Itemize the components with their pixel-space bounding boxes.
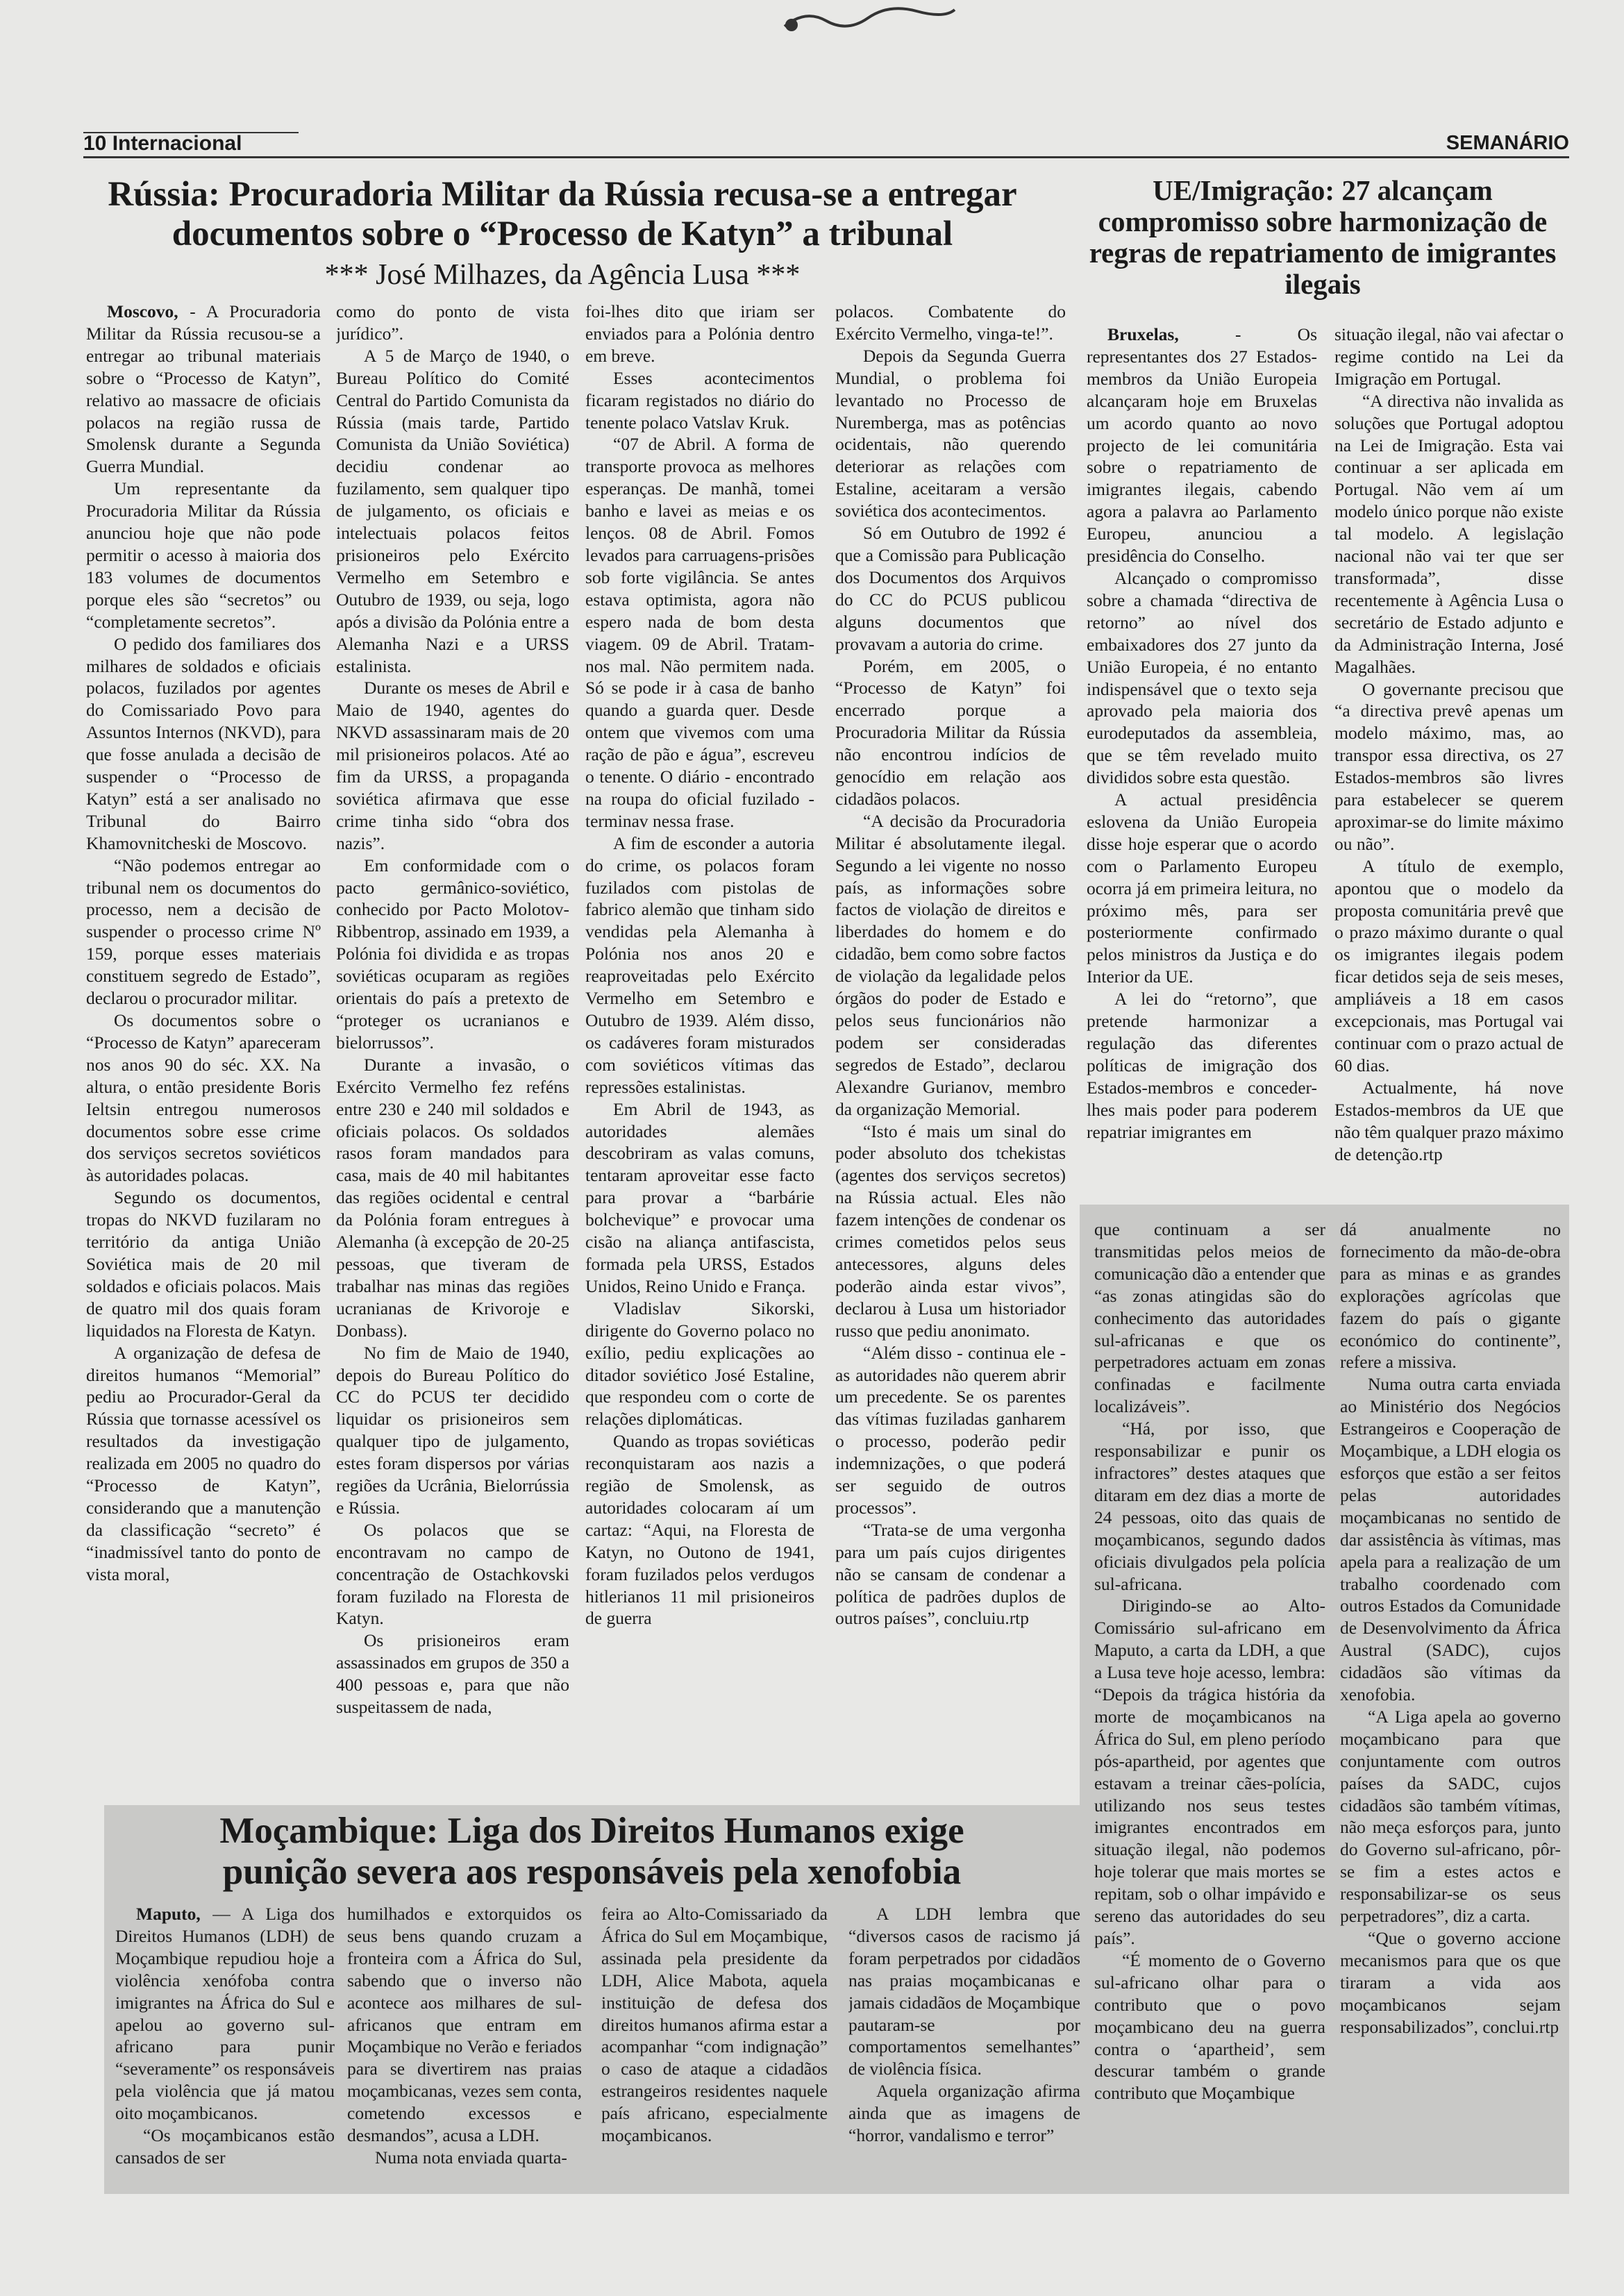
paragraph: Esses acontecimentos ficaram registados no diário do tenente polaco Vatslav Kruk. [585,367,814,433]
paragraph: foi-lhes dito que iriam ser enviados para a Polónia dentro em breve. [585,301,814,366]
mocambique-headline: Moçambique: Liga dos Direitos Humanos exige punição severa aos responsáveis pela xenofobia [219,1811,964,1893]
russia-column-3 [585,301,814,1807]
paragraph: Porém, em 2005, o “Processo de Katyn” foi encerrado porque a Procuradoria Militar da Rússia não encontrou indícios de genocídio em relação aos cidadãos polacos. [835,655,1066,809]
paragraph: Os documentos sobre o “Processo de Katyn” apareceram nos anos 90 do séc. XX. Na altura, o então presidente Boris Ieltsin entregou numerosos documentos sobre esse crime dos serviços secretos soviéticos às autoridades polacas. [86,1010,321,1186]
paragraph: - Os representantes dos 27 Estados-membros da União Europeia alcançaram hoje em Bruxelas um acordo quanto ao novo projecto de lei comunitária sobre o repatriamento de imigrantes ilegais, cabendo agora a palavra ao Parlamento Europeu, anunciou a presidência do Conselho. [1087,324,1317,567]
paragraph: “A decisão da Procuradoria Militar é absolutamente ilegal. Segundo a lei vigente no nosso país, as informações sobre factos de violação de direitos e liberdades do homem e do cidadão, bem como sobre factos de violação da legalidade pelos órgãos do poder de Estado e pelos seus funcionários não podem ser consideradas segredos de Estado”, declarou Alexandre Gurianov, membro da organização Memorial. [835,810,1066,1119]
mocambique-column-2 [347,1903,582,2195]
ue-dateline: Bruxelas, [1107,324,1179,344]
paragraph: Em conformidade com o pacto germânico-soviético, conhecido por Pacto Molotov-Ribbentrop, assinado em 1939, a Polónia foi dividida e as tropas soviéticas ocuparam as regiões orientais do país a pretexto de “proteger os ucranianos e bielorrussos”. [336,855,569,1053]
paragraph: “É momento de o Governo sul-africano olhar para o contributo que o povo moçambicano deu na guerra contra o ‘apartheid’, sem descurar também o grande contributo que Moçambique [1094,1950,1325,2104]
paragraph: “Os moçambicanos estão cansados de ser [115,2125,335,2168]
paragraph: “A Liga apela ao governo moçambicano para que conjuntamente com outros países da SADC, cujos cidadãos são também vítimas, não meça esforços para, junto do Governo sul-africano, pôr-se fim a estes actos e responsabilizar-se os seus perpetradores”, diz a carta. [1340,1706,1561,1927]
paragraph: A 5 de Março de 1940, o Bureau Político do Comité Central do Partido Comunista da Rússia (mais tarde, Partido Comunista da União Soviética) decidiu condenar ao fuzilamento, sem qualquer tipo de julgamento, os oficiais e intelectuais polacos feitos prisioneiros pelo Exército Vermelho em Setembro e Outubro de 1939, ou seja, logo após a divisão da Polónia entre a Alemanha Nazi e a URSS estalinista. [336,345,569,676]
paragraph: Os polacos que se encontravam no campo de concentração de Ostachkovski foram fuzilado na Floresta de Katyn. [336,1519,569,1629]
paragraph: dá anualmente no fornecimento da mão-de-obra para as minas e as grandes explorações agrícolas que fazem do país o gigante económico do continente”, refere a missiva. [1340,1219,1561,1373]
paragraph: A título de exemplo, apontou que o modelo da proposta comunitária prevê que o prazo máximo durante o qual os imigrantes ilegais podem ficar detidos seja de seis meses, ampliáveis a 18 em casos excepcionais, mas Portugal vai continuar com o prazo actual de 60 dias. [1334,855,1564,1075]
paragraph: “Há, por isso, que responsabilizar e punir os infractores” destes ataques que ditaram em dez dias a morte de 24 pessoas, oito das quais de moçambicanos, segundo dados oficiais divulgados pela polícia sul-africana. [1094,1418,1325,1594]
paragraph: como do ponto de vista jurídico”. [336,301,569,344]
page-header [83,132,1569,160]
ue-headline: UE/Imigração: 27 alcançam compromisso sobre harmonização de regras de repatriamento de imigrantes ilegais [1089,174,1557,301]
header-rule [83,156,1569,158]
paragraph: situação ilegal, não vai afectar o regime contido na Lei da Imigração em Portugal. [1334,324,1564,389]
paragraph: No fim de Maio de 1940, depois do Bureau Político do CC do PCUS ter decidido liquidar os prisioneiros sem qualquer tipo de julgamento, estes foram dispersos por várias regiões da Ucrânia, Bielorrússia e Rússia. [336,1342,569,1518]
paragraph: feira ao Alto-Comissariado da África do Sul em Moçambique, assinada pela presidente da LDH, Alice Mabota, aquela instituição de defesa dos direitos humanos afirma estar a acompanhar “com indignação” o caso de ataque a cidadãos estrangeiros residentes naquele país africano, especialmente moçambicanos. [601,1904,828,2146]
paragraph: A lei do “retorno”, que pretende harmonizar a regulação das diferentes políticas de imigração dos Estados-membros e conceder-lhes mais poder para poderem repatriar imigrantes em [1087,989,1317,1142]
paragraph: Durante os meses de Abril e Maio de 1940, agentes do NKVD assassinaram mais de 20 mil prisioneiros polacos. Até ao fim da URSS, a propaganda soviética afirmava que esse crime tinha sido “obra dos nazis”. [336,678,569,853]
paragraph: Quando as tropas soviéticas reconquistaram aos nazis a região de Smolensk, as autoridades colocaram aí um cartaz: “Aqui, na Floresta de Katyn, no Outono de 1941, foram fuzilados pelos verdugos hitlerianos 11 mil prisioneiros de guerra [585,1431,814,1629]
ue-column-1 [1087,324,1317,1198]
paragraph: Vladislav Sikorski, dirigente do Governo polaco no exílio, pediu explicações ao ditador soviético José Estaline, que respondeu com o corte de relações diplomáticas. [585,1298,814,1430]
mocambique-dateline: Maputo, [136,1904,201,1924]
paragraph: — A Liga dos Direitos Humanos (LDH) de Moçambique repudiou hoje a violência xenófoba contra imigrantes na África do Sul e apelou ao governo sul-africano para punir “severamente” os responsáveis pela violência que já matou oito moçambicanos. [115,1904,335,2124]
russia-byline: *** José Milhazes, da Agência Lusa *** [324,259,801,292]
paragraph: “Trata-se de uma vergonha para um país cujos dirigentes não se cansam de condenar a política de padrões duplos de outros países”, concluiu.rtp [835,1519,1066,1629]
paragraph: O governante precisou que “a directiva prevê apenas um modelo máximo, mas, ao transpor essa directiva, os 27 Estados-membros são livres para estabelecer se querem aproximar-se do limite máximo ou não”. [1334,678,1564,854]
newspaper-name: SEMANÁRIO [1446,132,1569,154]
russia-column-2 [336,301,569,1807]
russia-headline-block [97,175,1028,292]
mocambique-column-1 [115,1903,335,2195]
paragraph: Depois da Segunda Guerra Mundial, o problema foi levantado no Processo de Nuremberga, mas as potências ocidentais, não querendo deteriorar as relações com Estaline, aceitaram a versão soviética dos acontecimentos. [835,345,1066,521]
mocambique-column-6 [1340,1218,1561,2190]
paragraph: “A directiva não invalida as soluções que Portugal adoptou na Lei de Imigração. Esta vai continuar a ser aplicada em Portugal. Não vem aí um modelo único porque não existe tal modelo. A legislação nacional não vai ter que ser transformada”, disse recentemente à Agência Lusa o secretário de Estado adjunto e da Administração Interna, José Magalhães. [1334,390,1564,677]
paragraph: Só em Outubro de 1992 é que a Comissão para Publicação dos Documentos dos Arquivos do CC do PCUS publicou alguns documentos que provavam a autoria do crime. [835,523,1066,654]
mocambique-column-3 [601,1903,828,2195]
paragraph: “Além disso - continua ele - as autoridades não querem abrir um precedente. Se os parentes das vítimas fuziladas ganharem o processo, poderão pedir indemnizações, o que poderá ser seguido de outros processos”. [835,1342,1066,1518]
paragraph: Um representante da Procuradoria Militar da Rússia anunciou hoje que não pode permitir o acesso à maioria dos 183 volumes de documentos porque eles são “secretos” ou “completamente secretos”. [86,478,321,632]
print-smudge-mark [778,6,958,37]
paragraph: “07 de Abril. A forma de transporte provoca as melhores esperanças. De manhã, tomei banho e lavei as meias e os lenços. 08 de Abril. Fomos levados para carruagens-prisões sob forte vigilância. Se antes estava optimista, agora não espero nada de bom desta viagem. 09 de Abril. Tratam-nos mal. Não permitem nada. Só se pode ir à casa de banho quando a guarda quer. Desde ontem que vivemos com uma ração de pão e água”, escreveu o tenente. O diário - encontrado na roupa do oficial fuzilado - terminav nessa frase. [585,434,814,831]
russia-headline: Rússia: Procuradoria Militar da Rússia recusa-se a entregar documentos sobre o “Processo de Katyn” a tribunal [108,175,1017,254]
ue-headline-block [1080,175,1566,300]
mocambique-column-4 [848,1903,1080,2195]
paragraph: Durante a invasão, o Exército Vermelho fez reféns entre 230 e 240 mil soldados e oficiais polacos. Os soldados rasos foram mandados para casa, mais de 40 mil habitantes das regiões ocidental e central da Polónia foram entregues à Alemanha (à excepção de 20-25 pessoas, que tiveram de trabalhar nas minas das regiões ucranianas de Krivoroje e Donbass). [336,1054,569,1341]
paragraph: O pedido dos familiares dos milhares de soldados e oficiais polacos, fuzilados por agentes do Comissariado Povo para Assuntos Internos (NKVD), para que fosse anulada a decisão de suspender o “Processo de Katyn” está a ser analisado no Tribunal do Bairro Khamovnitcheski de Moscovo. [86,633,321,853]
russia-column-4 [835,301,1066,1807]
paragraph: que continuam a ser transmitidas pelos meios de comunicação dão a entender que “as zonas atingidas são do conhecimento das autoridades sul-africanas e que os perpetradores actuam em zonas confinadas e facilmente localizáveis”. [1094,1219,1325,1417]
paragraph: A LDH lembra que “diversos casos de racismo já foram perpetrados por cidadãos nas praias moçambicanas e jamais cidadãos de Moçambique pautaram-se por comportamentos semelhantes” de violência física. [848,1904,1080,2079]
paragraph: “Isto é mais um sinal do poder absoluto dos tchekistas (agentes dos serviços secretos) na Rússia actual. Eles não fazem intenções de condenar os crimes cometidos pelos seus antecessores, alguns deles poderão ainda estar vivos”, declarou à Lusa um historiador russo que pediu anonimato. [835,1121,1066,1341]
russia-column-1 [86,301,321,1807]
russia-dateline: Moscovo, [107,301,178,321]
paragraph: Numa outra carta enviada ao Ministério dos Negócios Estrangeiros e Cooperação de Moçambique, a LDH elogia os esforços que estão a ser feitos pelas autoridades moçambicanas no sentido de dar assistência às vítimas, mas apela para a realização de um trabalho coordenado com outros Estados da Comunidade de Desenvolvimento da África Austral (SADC), cujos cidadãos são vítimas da xenofobia. [1340,1374,1561,1705]
paragraph: humilhados e extorquidos os seus bens quando cruzam a fronteira com a África do Sul, sabendo que o inverso não acontece aos milhares de sul-africanos que entram em Moçambique no Verão e feriados para se divertirem nas praias moçambicanas, vezes sem conta, cometendo excessos e desmandos”, acusa a LDH. [347,1904,582,2146]
ue-column-2 [1334,324,1564,1198]
paragraph: “Que o governo accione mecanismos para que os que tiraram a vida aos moçambicanos sejam responsabilizados”, conclui.rtp [1340,1928,1561,2037]
paragraph: Em Abril de 1943, as autoridades alemães descobriram as valas comuns, tentaram aproveitar esse facto para provar a “barbárie bolchevique” e provocar uma cisão na aliança antifascista, formada pela URSS, Estados Unidos, Reino Unido e França. [585,1098,814,1296]
paragraph: Dirigindo-se ao Alto-Comissário sul-africano em Maputo, a carta da LDH, a que a Lusa teve hoje acesso, lembra: “Depois da trágica história da morte de moçambicanos na África do Sul, em pleno período pós-apartheid, por agentes que estavam a treinar cães-polícia, utilizando nos seus testes imigrantes encontrados em situação ilegal, não podemos hoje tolerar que mais mortes se repitam, sob o olhar impávido e sereno das autoridades do seu país”. [1094,1595,1325,1948]
paragraph: Aquela organização afirma ainda que as imagens de “horror, vandalismo e terror” [848,2081,1080,2146]
paragraph: Segundo os documentos, tropas do NKVD fuzilaram no território da antiga União Soviética mais de 20 mil soldados e oficiais polacos. Mais de quatro mil dos quais foram liquidados na Floresta de Katyn. [86,1187,321,1341]
paragraph: Numa nota enviada quarta- [375,2147,567,2168]
paragraph: Os prisioneiros eram assassinados em grupos de 350 a 400 pessoas e, para que não suspeitassem de nada, [336,1630,569,1718]
paragraph: A actual presidência eslovena da União Europeia disse hoje esperar que o acordo com o Parlamento Europeu ocorra já em primeira leitura, no próximo mês, para ser posteriormente confirmado pelos ministros da Justiça e do Interior da UE. [1087,789,1317,987]
paragraph: - A Procuradoria Militar da Rússia recusou-se a entregar ao tribunal materiais sobre o “Processo de Katyn”, relativo ao massacre de oficiais polacos na região russa de Smolensk durante a Segunda Guerra Mundial. [86,301,321,477]
mocambique-column-5 [1094,1218,1325,2190]
paragraph: A fim de esconder a autoria do crime, os polacos foram fuzilados com pistolas de fabrico alemão que tinham sido vendidas pela Alemanha à Polónia nos anos 20 e reaproveitadas pelo Exército Vermelho em Setembro e Outubro de 1939. Além disso, os cadáveres foram misturados com soviéticos vítimas das repressões estalinistas. [585,832,814,1097]
paragraph: “Não podemos entregar ao tribunal nem os documentos do processo, nem a decisão de suspender o processo crime Nº 159, porque esses materiais constituem segredo de Estado”, declarou o procurador militar. [86,855,321,1009]
section-label: 10 Internacional [83,132,242,155]
mocambique-headline-block [104,1811,1080,1893]
paragraph: polacos. Combatente do Exército Vermelho, vinga-te!”. [835,301,1066,344]
paragraph: Alcançado o compromisso sobre a chamada “directiva de retorno” ao nível dos embaixadores dos 27 junto da União Europeia, é no entanto indispensável que o texto seja aprovado pela maioria dos eurodeputados da assembleia, que se têm revelado muito divididos sobre esta questão. [1087,567,1317,788]
paragraph: Actualmente, há nove Estados-membros da UE que não têm qualquer prazo máximo de detenção.rtp [1334,1077,1564,1164]
paragraph: A organização de defesa de direitos humanos “Memorial” pediu ao Procurador-Geral da Rússia que tornasse acessível os resultados da investigação realizada em 2005 no quadro do “Processo de Katyn”, considerando que a manutenção da classificação “secreto” é “inadmissível tanto do ponto de vista moral, [86,1342,321,1584]
